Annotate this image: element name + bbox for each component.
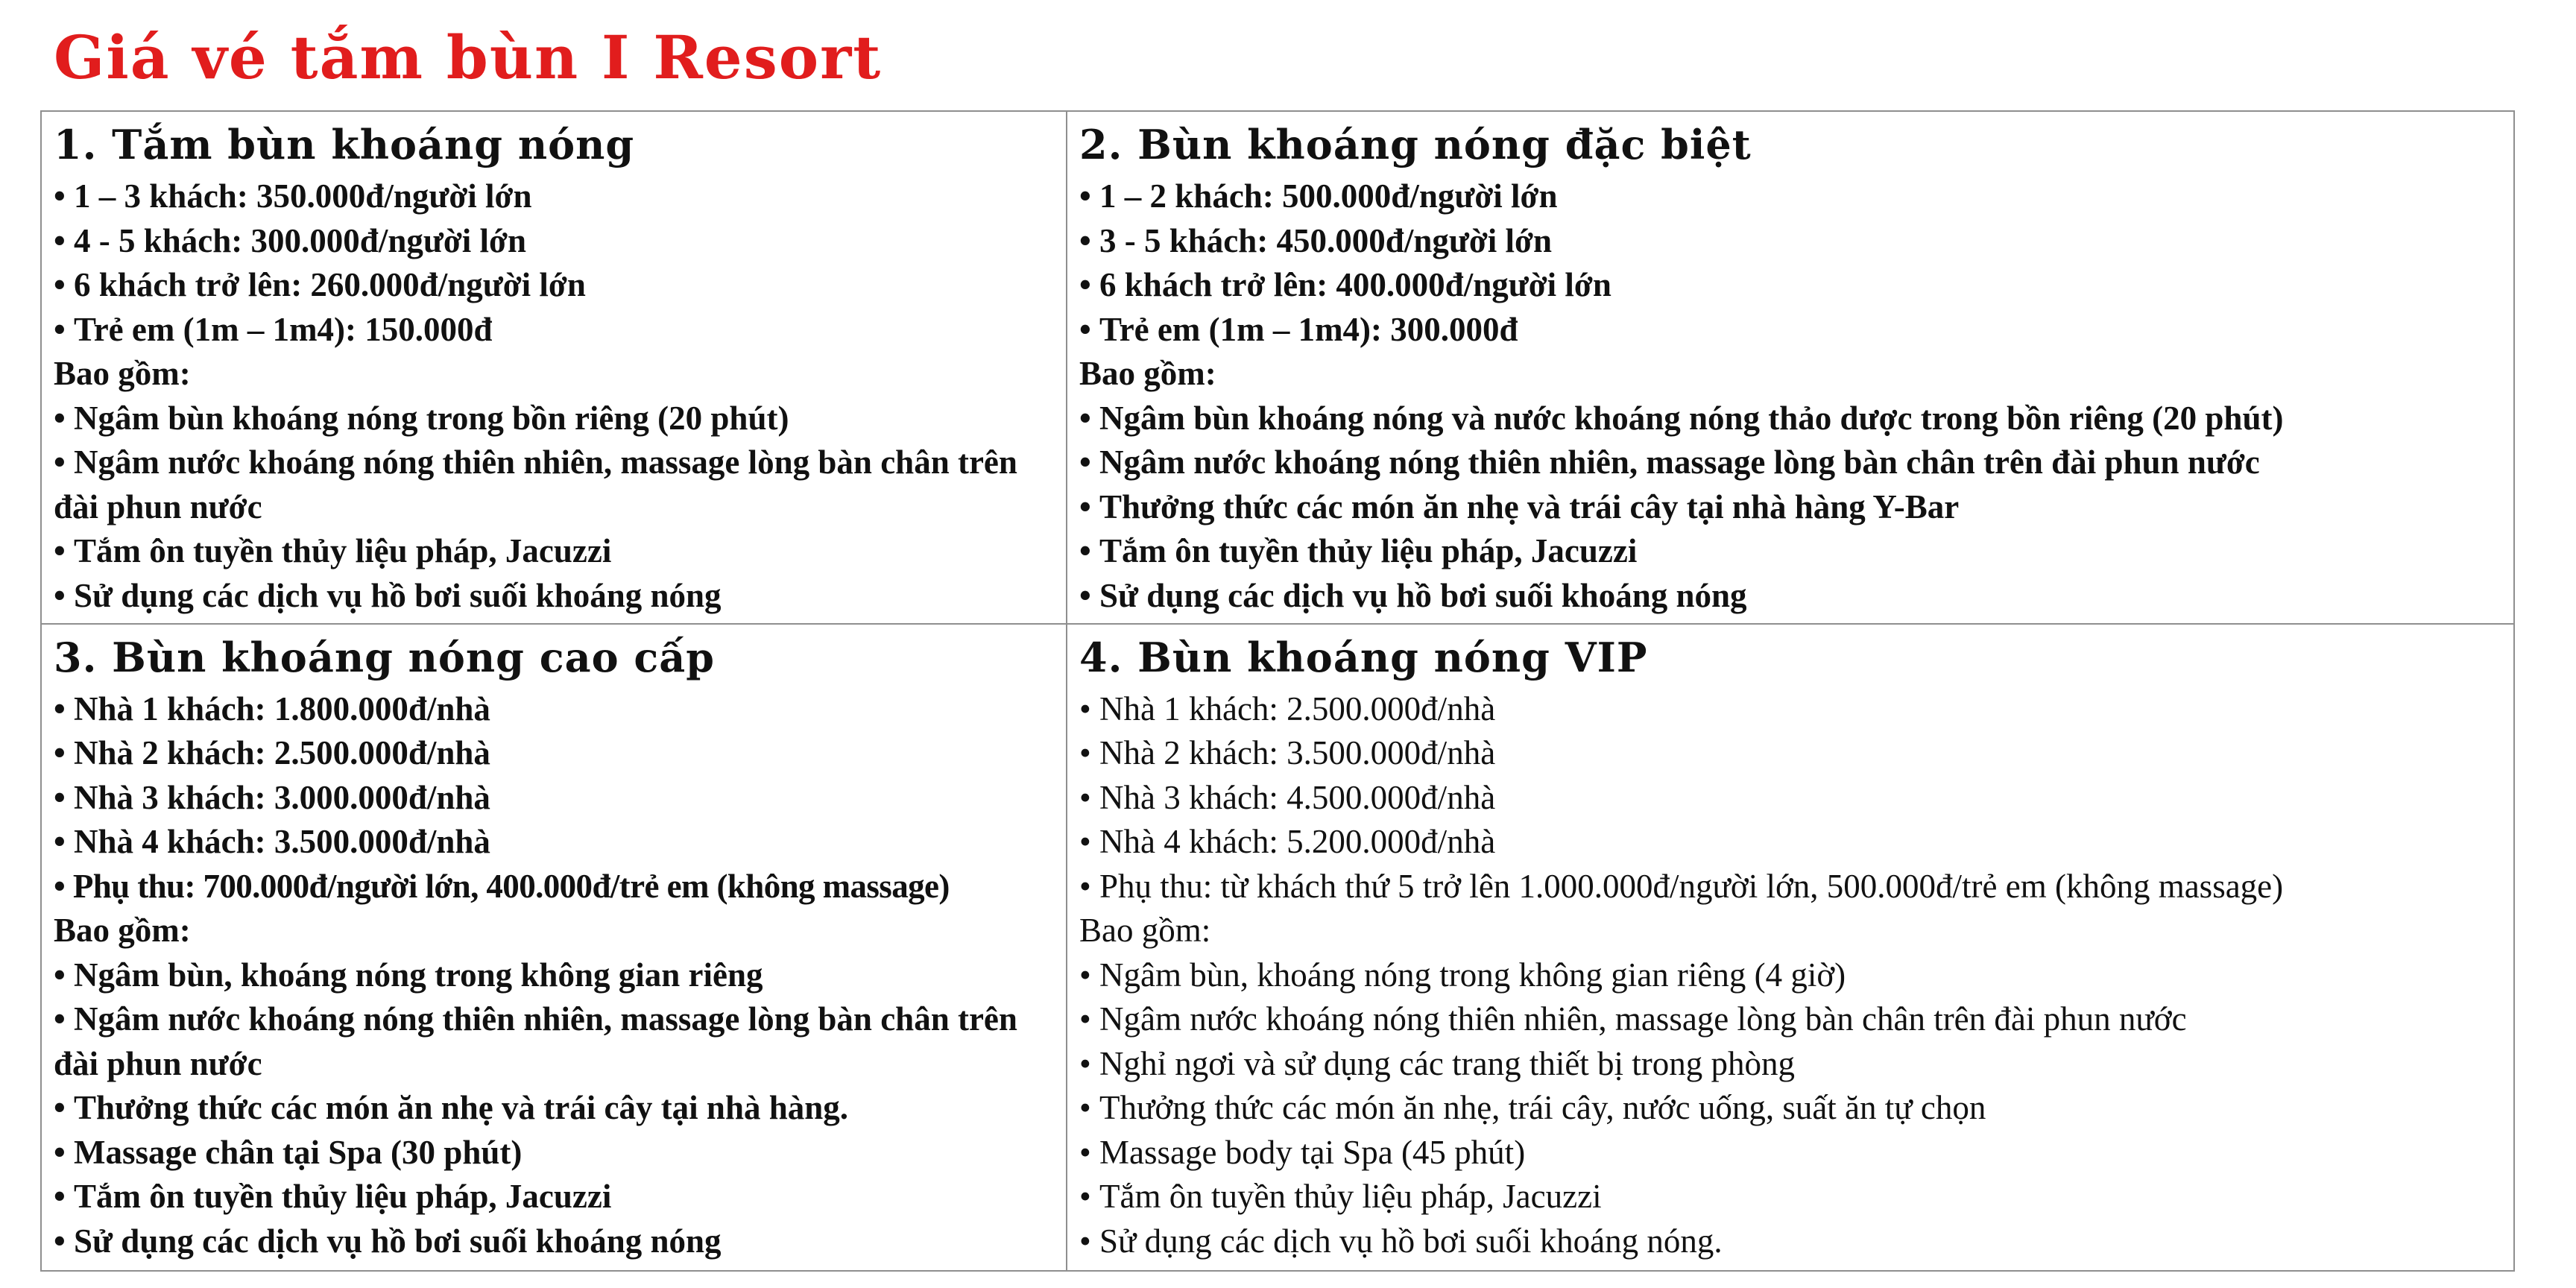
- include-item: • Thưởng thức các món ăn nhẹ và trái cây tại nhà hàng Y-Bar: [1079, 485, 2506, 530]
- price-item: • 6 khách trở lên: 400.000đ/người lớn: [1079, 263, 2506, 308]
- price-item: • 4 - 5 khách: 300.000đ/người lớn: [54, 219, 1058, 264]
- include-item: • Sử dụng các dịch vụ hồ bơi suối khoáng nóng: [1079, 574, 2506, 619]
- package-title: 1. Tắm bùn khoáng nóng: [54, 121, 635, 168]
- price-item: • 1 – 3 khách: 350.000đ/người lớn: [54, 174, 1058, 219]
- price-item: • Nhà 1 khách: 2.500.000đ/nhà: [1079, 687, 2506, 732]
- include-item: • Sử dụng các dịch vụ hồ bơi suối khoáng nóng: [54, 574, 1058, 619]
- include-item: • Massage chân tại Spa (30 phút): [54, 1131, 1058, 1175]
- price-item: • Nhà 2 khách: 2.500.000đ/nhà: [54, 731, 1058, 776]
- price-item: • Nhà 3 khách: 3.000.000đ/nhà: [54, 776, 1058, 821]
- include-item: • Ngâm bùn khoáng nóng và nước khoáng nóng thảo dược trong bồn riêng (20 phút): [1079, 397, 2506, 441]
- price-item: • Trẻ em (1m – 1m4): 300.000đ: [1079, 308, 2506, 353]
- include-item: • Sử dụng các dịch vụ hồ bơi suối khoáng nóng: [54, 1219, 1058, 1264]
- package-title: 4. Bùn khoáng nóng VIP: [1079, 633, 1648, 681]
- table-row: [41, 111, 2514, 624]
- include-item: • Ngâm nước khoáng nóng thiên nhiên, massage lòng bàn chân trên đài phun nước: [54, 441, 1058, 529]
- include-item: • Thưởng thức các món ăn nhẹ, trái cây, nước uống, suất ăn tự chọn: [1079, 1086, 2506, 1131]
- include-item: • Thưởng thức các món ăn nhẹ và trái cây tại nhà hàng.: [54, 1086, 1058, 1131]
- price-item: • Nhà 1 khách: 1.800.000đ/nhà: [54, 687, 1058, 732]
- price-item: • Nhà 4 khách: 5.200.000đ/nhà: [1079, 820, 2506, 865]
- includes-label: Bao gồm:: [54, 355, 191, 392]
- include-item: • Tắm ôn tuyền thủy liệu pháp, Jacuzzi: [54, 1175, 1058, 1219]
- price-table: [40, 110, 2515, 1272]
- include-item: • Tắm ôn tuyền thủy liệu pháp, Jacuzzi: [54, 529, 1058, 574]
- includes-label: Bao gồm:: [54, 912, 191, 950]
- price-item: • Nhà 2 khách: 3.500.000đ/nhà: [1079, 731, 2506, 776]
- package-title: 3. Bùn khoáng nóng cao cấp: [54, 633, 716, 681]
- includes-label: Bao gồm:: [1079, 912, 1211, 950]
- price-item: • Phụ thu: 700.000đ/người lớn, 400.000đ/trẻ em (không massage): [54, 865, 1058, 909]
- package-cell-1: [41, 111, 1067, 624]
- include-item: • Ngâm nước khoáng nóng thiên nhiên, massage lòng bàn chân trên đài phun nước: [1079, 997, 2506, 1042]
- include-item: • Massage body tại Spa (45 phút): [1079, 1131, 2506, 1175]
- price-item: • Trẻ em (1m – 1m4): 150.000đ: [54, 308, 1058, 353]
- include-item: • Ngâm nước khoáng nóng thiên nhiên, massage lòng bàn chân trên đài phun nước: [54, 997, 1058, 1086]
- include-item: • Nghỉ ngơi và sử dụng các trang thiết bị trong phòng: [1079, 1042, 2506, 1087]
- price-item: • 6 khách trở lên: 260.000đ/người lớn: [54, 263, 1058, 308]
- price-item: • 1 – 2 khách: 500.000đ/người lớn: [1079, 174, 2506, 219]
- package-cell-4: [1067, 624, 2514, 1271]
- include-item: • Ngâm nước khoáng nóng thiên nhiên, massage lòng bàn chân trên đài phun nước: [1079, 441, 2506, 485]
- package-cell-2: [1067, 111, 2514, 624]
- include-item: • Ngâm bùn, khoáng nóng trong không gian riêng: [54, 953, 1058, 998]
- include-item: • Tắm ôn tuyền thủy liệu pháp, Jacuzzi: [1079, 1175, 2506, 1219]
- package-cell-3: [41, 624, 1067, 1271]
- price-item: • Nhà 3 khách: 4.500.000đ/nhà: [1079, 776, 2506, 821]
- price-item: • 3 - 5 khách: 450.000đ/người lớn: [1079, 219, 2506, 264]
- package-title: 2. Bùn khoáng nóng đặc biệt: [1079, 121, 1752, 168]
- page-title: Giá vé tắm bùn I Resort: [54, 22, 883, 92]
- includes-label: Bao gồm:: [1079, 355, 1216, 392]
- table-row: [41, 624, 2514, 1271]
- include-item: • Ngâm bùn, khoáng nóng trong không gian riêng (4 giờ): [1079, 953, 2506, 998]
- include-item: • Ngâm bùn khoáng nóng trong bồn riêng (20 phút): [54, 397, 1058, 441]
- include-item: • Tắm ôn tuyền thủy liệu pháp, Jacuzzi: [1079, 529, 2506, 574]
- include-item: • Sử dụng các dịch vụ hồ bơi suối khoáng nóng.: [1079, 1219, 2506, 1264]
- price-item: • Phụ thu: từ khách thứ 5 trở lên 1.000.000đ/người lớn, 500.000đ/trẻ em (không massage): [1079, 865, 2506, 909]
- price-item: • Nhà 4 khách: 3.500.000đ/nhà: [54, 820, 1058, 865]
